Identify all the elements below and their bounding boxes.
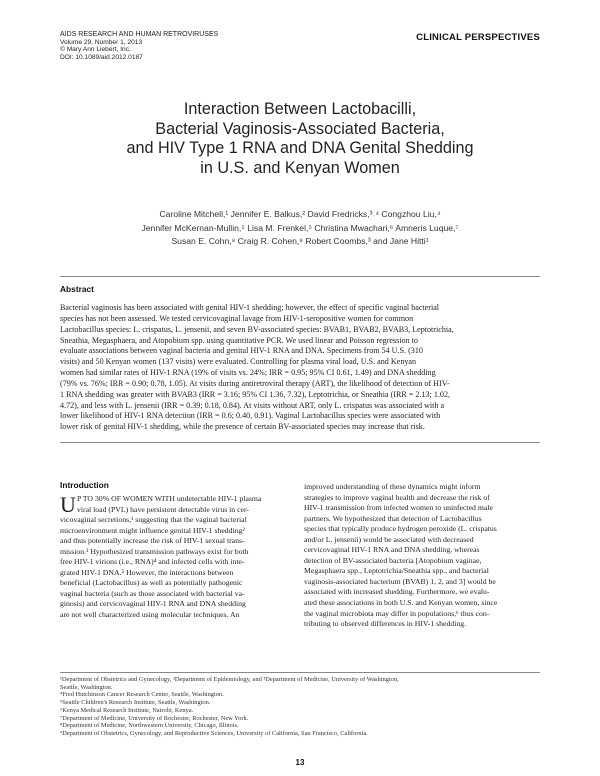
title-line: and HIV Type 1 RNA and DNA Genital Shedding: [126, 139, 474, 157]
footnote-line: ⁷Department of Medicine, University of Rochester, Rochester, New York.: [60, 714, 249, 722]
abstract-body: [60, 303, 540, 433]
page-number: 13: [295, 758, 305, 767]
body-line: tributing to observed differences in HIV-1 shedding.: [304, 619, 467, 629]
introduction-heading: Introduction: [60, 480, 109, 490]
abstract-line: visits) and 50 Kenyan women (137 visits) were evaluated. Controlling for plasma viral load, U.S. and Kenyan: [60, 357, 417, 367]
doi-line: DOI: 10.1089/aid.2012.0187: [60, 53, 143, 61]
footnote-line: ⁴Fred Hutchinson Cancer Research Center, Seattle, Washington.: [60, 691, 224, 699]
body-line: and thus potentially increase the risk of HIV-1 sexual trans-: [60, 536, 245, 546]
abstract-heading: Abstract: [60, 284, 94, 294]
copyright-line: © Mary Ann Liebert, Inc.: [60, 46, 131, 54]
body-line: vaginal bacteria (such as those associated with bacterial va-: [60, 588, 245, 598]
abstract-line: lower risk of genital HIV-1 shedding, while the presence of certain BV-associated species may increase that risk.: [60, 422, 425, 432]
body-line: associated with increased shedding. Furthermore, we evalu-: [304, 587, 490, 597]
footnote-line: ⁸Department of Medicine, Northwestern University, Chicago, Illinois.: [60, 722, 239, 730]
title-line: in U.S. and Kenyan Women: [200, 158, 400, 177]
author-line: Susan E. Cohn,⁸ Craig R. Cohen,⁹ Robert Coombs,³ and Jane Hitti¹: [171, 236, 429, 246]
body-line: P TO 30% OF WOMEN WITH undetectable HIV-1 plasma: [77, 494, 262, 503]
affiliation-footnotes: [60, 676, 540, 738]
footnote-line: ¹Department of Obstetrics and Gynecology, ²Department of Epidemiology, and ³Department of Medicine, University of Washington,: [60, 676, 399, 683]
body-line: partners. We hypothesized that detection of Lactobacillus: [304, 513, 482, 523]
body-line: vaginosis-associated bacterium (BVAB) 1, 2, and 3] would be: [304, 576, 496, 586]
drop-cap: U: [60, 492, 76, 517]
body-line: are not well characterized using molecular techniques. An: [60, 610, 240, 620]
footnote-line: ⁹Department of Obstetrics, Gynecology, and Reproductive Sciences, University of California, San Francisco, California.: [60, 729, 368, 737]
body-line: Megasphaera spp., Leptotrichia/Sneathia spp., and bacterial: [304, 566, 489, 576]
section-tag: CLINICAL PERSPECTIVES: [416, 32, 540, 43]
body-line: cervicovaginal HIV-1 RNA and DNA shedding, whereas: [304, 545, 480, 555]
article-title: [60, 100, 540, 178]
body-line: HIV-1 transmission from infected women to uninfected male: [304, 503, 493, 513]
abstract-top-rule: [60, 276, 540, 277]
abstract-line: 1 RNA shedding was greater with BVAB3 (IRR = 3.16; 95% CI 1.36, 7.32), Leptotrichia, or Sneathia (IRR = 2.13; 1.02,: [60, 389, 451, 399]
abstract-line: 4.72), and less with L. jensenii (IRR = 0.39; 0.18, 0.84). At visits without ART, only L. crispatus was associated with a: [60, 400, 445, 410]
volume-line: Volume 29, Number 1, 2013: [60, 38, 143, 46]
body-line: strategies to improve vaginal health and decrease the risk of: [304, 492, 490, 502]
body-line: detection of BV-associated bacteria [Atopobium vaginae,: [304, 555, 482, 565]
abstract-line: (79% vs. 76%; IRR = 0.90; 0.78, 1.05). At visits during antiretroviral therapy (ART), the likelihood of detection of HIV-: [60, 378, 450, 388]
body-line: beneficial (Lactobacillus) as well as potentially pathogenic: [60, 578, 243, 588]
title-line: Bacterial Vaginosis-Associated Bacteria,: [155, 119, 445, 138]
body-line: mission.³ Hypothesized transmission pathways exist for both: [60, 546, 249, 556]
body-line: grated HIV-1 DNA.⁵ However, the interactions between: [60, 567, 234, 577]
body-line: microenvironment might influence genital HIV-1 shedding²: [60, 525, 245, 535]
introduction-left-column: [60, 494, 296, 621]
abstract-line: species has not been assessed. We tested cervicovaginal lavage from HIV-1-seropositive women for common: [60, 313, 414, 323]
body-line: viral load (PVL) have persistent detectable virus in cer-: [77, 504, 250, 514]
footnote-rule: [60, 672, 540, 673]
introduction-right-column: [304, 482, 540, 630]
author-line: Caroline Mitchell,¹ Jennifer E. Balkus,² David Fredricks,³˒⁴ Congzhou Liu,⁴: [159, 209, 441, 219]
abstract-line: lower likelihood of HIV-1 RNA detection (IRR = 0.6; 0.40, 0.91). Vaginal Lactobacillus species were associated with: [60, 411, 441, 421]
body-line: and/or L. jensenii) would be associated with decreased: [304, 534, 474, 544]
footnote-line: ⁶Kenya Medical Research Institute, Nairobi, Kenya.: [60, 706, 194, 714]
body-line: vicovaginal secretions,¹ suggesting that the vaginal bacterial: [60, 515, 247, 525]
body-line: ated these associations in both U.S. and Kenyan women, since: [304, 598, 498, 608]
body-line: species that typically produce hydrogen peroxide (L. crispatus: [304, 524, 497, 534]
body-line: free HIV-1 virions (i.e., RNA)⁴ and infected cells with inte-: [60, 557, 245, 567]
abstract-line: evaluate associations between vaginal bacteria and genital HIV-1 RNA and DNA. Specimens from 54 U.S. (310: [60, 346, 423, 356]
abstract-line: Lactobacillus species: L. crispatus, L. jensenii, and seven BV-associated species: BVAB1, BVAB2, BVAB3, Leptotrichia,: [60, 324, 454, 334]
abstract-line: Sneathia, Megasphaera, and Atopobium spp. using quantitative PCR. We used linear and Poisson regression to: [60, 335, 418, 345]
body-line: ginosis) and cervicovaginal HIV-1 RNA and DNA shedding: [60, 599, 246, 609]
footnote-line: ⁵Seattle Children's Research Institute, Seattle, Washington.: [60, 699, 211, 707]
footnote-line: Seattle, Washington.: [60, 683, 113, 691]
journal-info: [60, 31, 218, 61]
title-line: Interaction Between Lactobacilli,: [183, 100, 417, 118]
abstract-line: Bacterial vaginosis has been associated with genital HIV-1 shedding; however, the effect of specific vaginal bacterial: [60, 303, 440, 312]
body-line: improved understanding of these dynamics might inform: [304, 482, 481, 491]
abstract-bottom-rule: [60, 442, 540, 443]
abstract-line: women had similar rates of HIV-1 RNA (19% of visits vs. 24%; IRR = 0.95; 95% CI 0.61, 1.49) and DNA shedding: [60, 368, 436, 378]
author-list: [60, 208, 540, 249]
body-line: the vaginal microbiota may differ in populations,⁶ thus con-: [304, 608, 490, 618]
author-line: Jennifer McKernan-Mullin,⁵ Lisa M. Frenkel,⁵ Christina Mwachari,⁶ Amneris Luque,⁷: [141, 222, 459, 233]
journal-name: AIDS RESEARCH AND HUMAN RETROVIRUSES: [60, 31, 219, 38]
